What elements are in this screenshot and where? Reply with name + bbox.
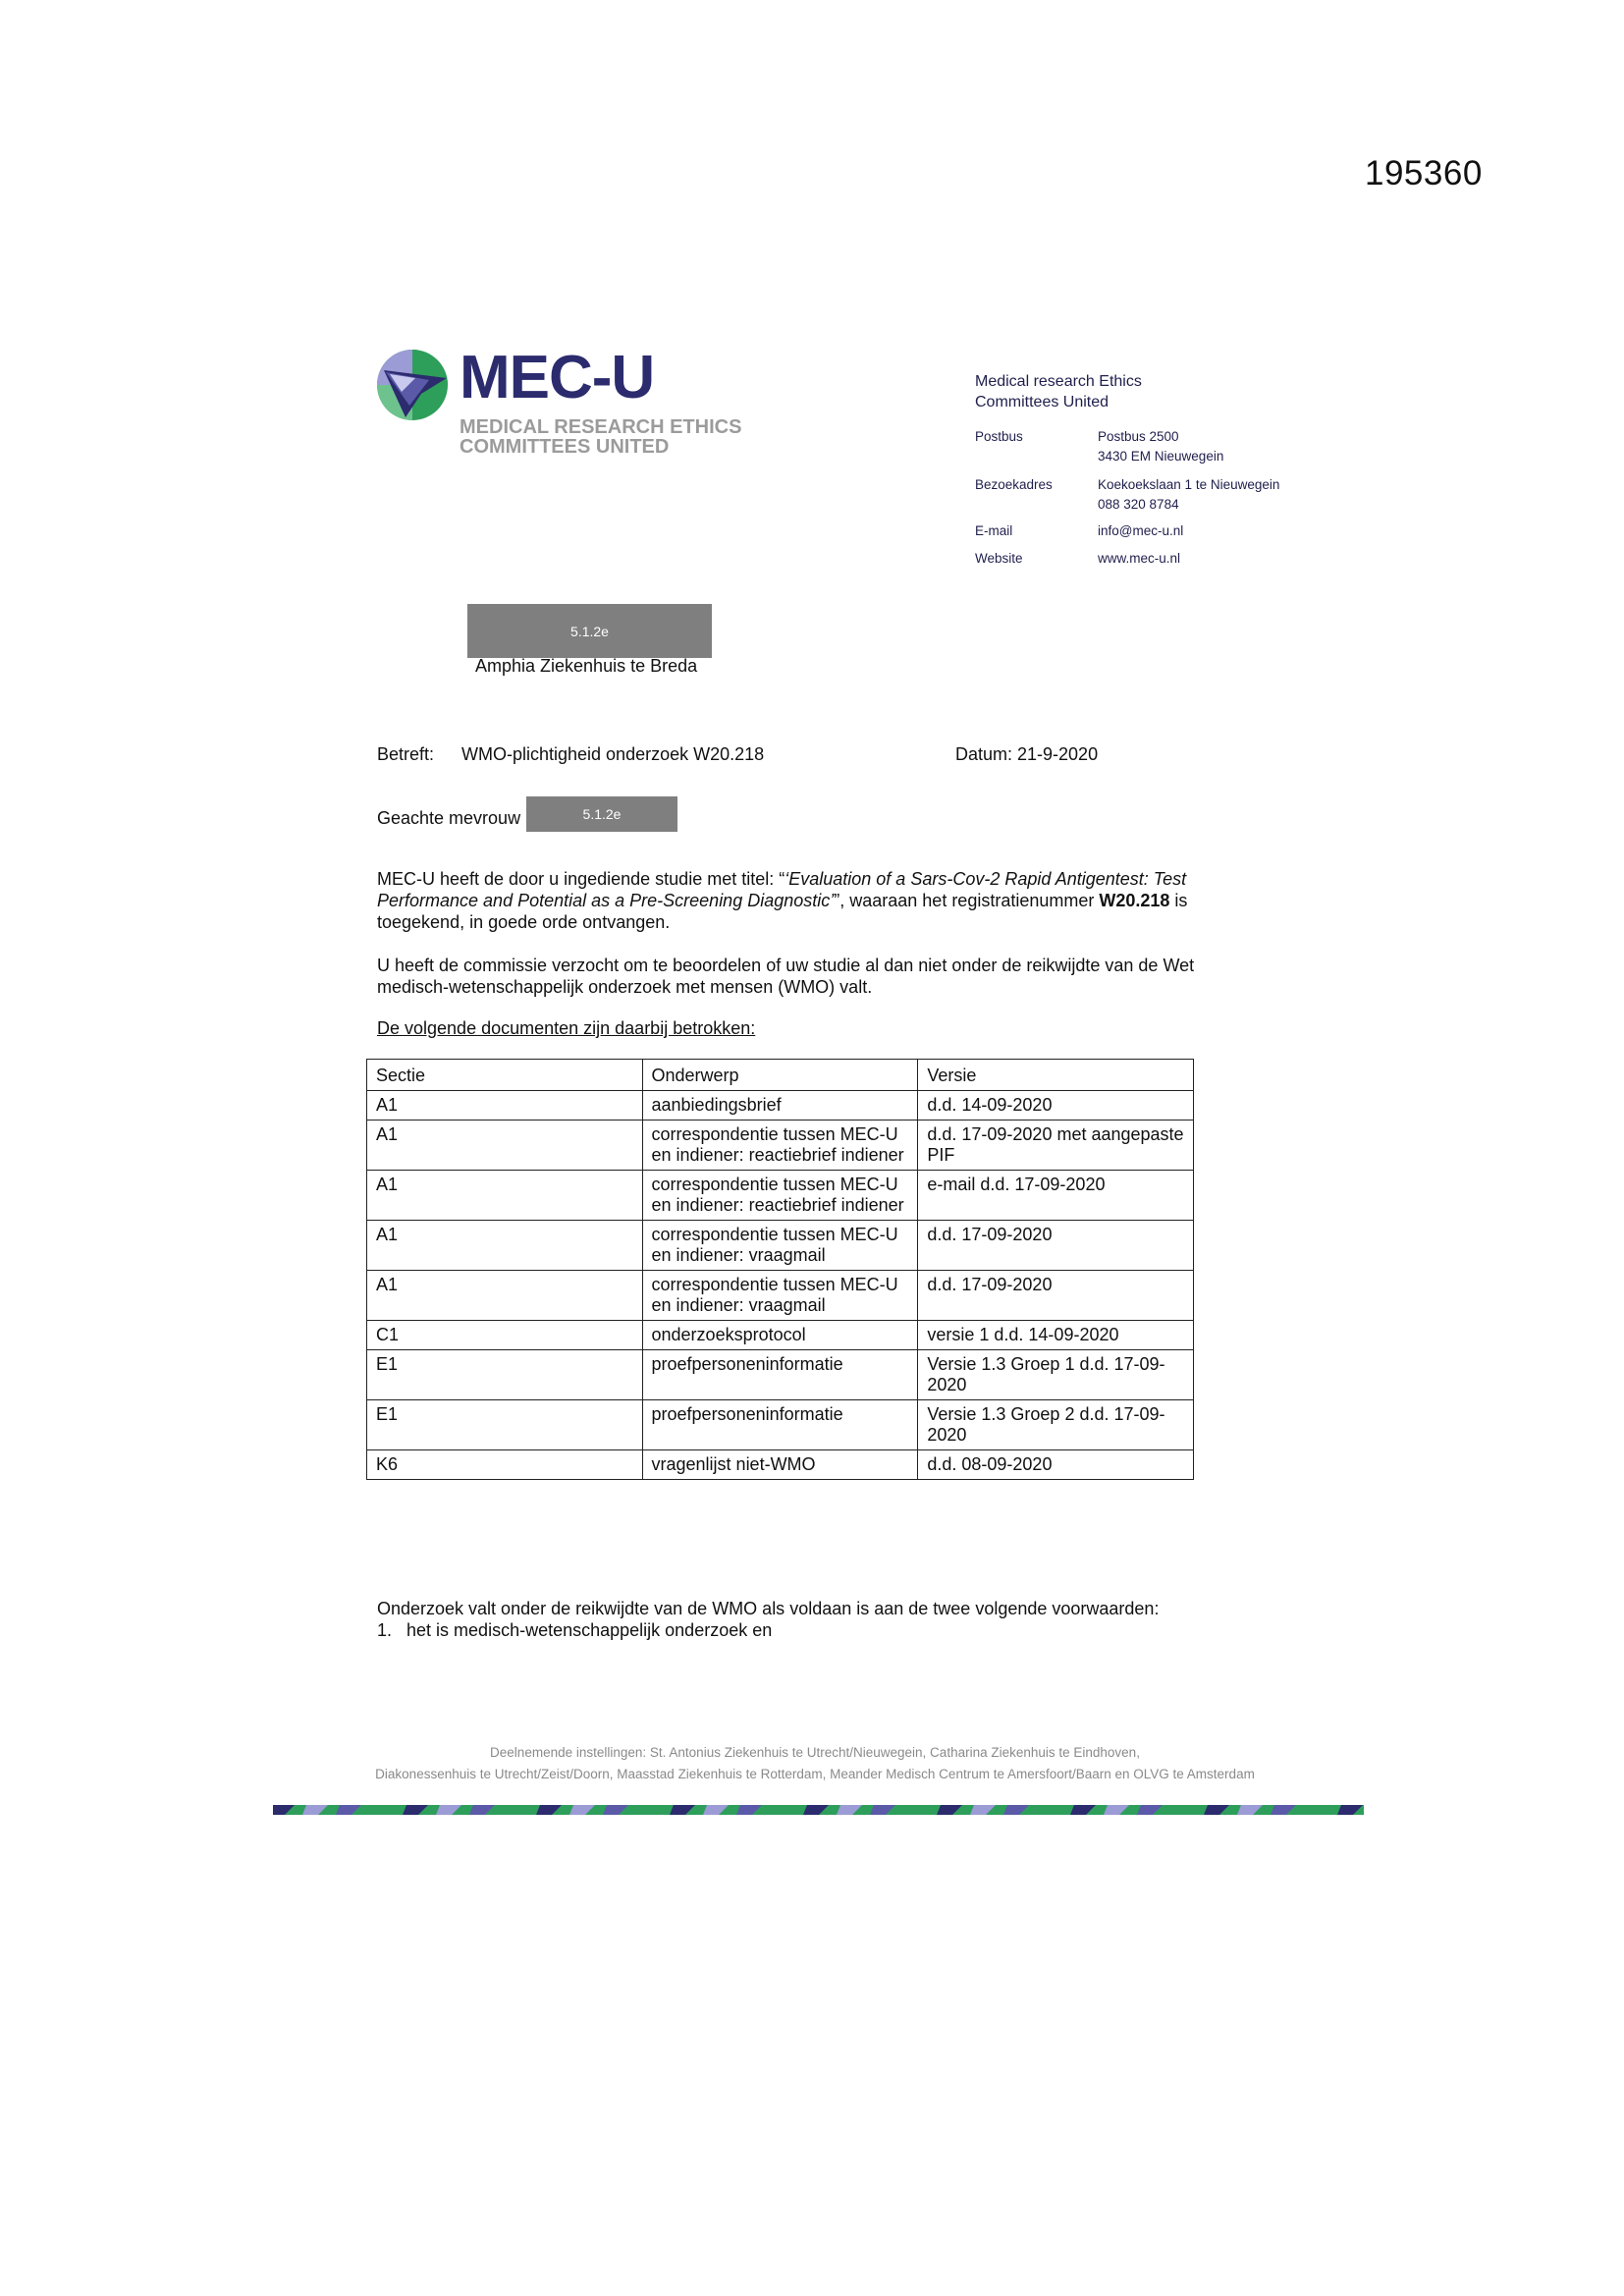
- subject-label: Betreft:: [377, 744, 435, 764]
- cell-onderwerp: vragenlijst niet-WMO: [642, 1450, 918, 1480]
- cell-onderwerp: correspondentie tussen MEC-U en indiener: reactiebrief indiener: [642, 1171, 918, 1221]
- documents-heading: De volgende documenten zijn daarbij betrokken:: [377, 1018, 756, 1038]
- cell-sectie: A1: [367, 1271, 643, 1321]
- greeting: Geachte mevrouw: [377, 808, 521, 828]
- postbus-line1: Postbus 2500: [1098, 429, 1179, 444]
- cell-onderwerp: correspondentie tussen MEC-U en indiener: reactiebrief indiener: [642, 1121, 918, 1171]
- cell-onderwerp: aanbiedingsbrief: [642, 1091, 918, 1121]
- cell-sectie: E1: [367, 1350, 643, 1400]
- header-onderwerp: Onderwerp: [642, 1060, 918, 1091]
- table-row: [367, 1350, 1194, 1400]
- table-row: [367, 1221, 1194, 1271]
- condition-number: 1.: [377, 1620, 393, 1640]
- cell-onderwerp: correspondentie tussen MEC-U en indiener: vraagmail: [642, 1271, 918, 1321]
- subject-text: WMO-plichtigheid onderzoek W20.218: [461, 744, 765, 764]
- wmo-conditions-paragraph: Onderzoek valt onder de reikwijdte van de WMO als voldaan is aan de twee volgende voorwaarden:: [377, 1599, 1160, 1618]
- website-address: www.mec-u.nl: [1098, 551, 1181, 566]
- registration-number: W20.218: [1099, 891, 1170, 910]
- footer-line1: Deelnemende instellingen: St. Antonius Ziekenhuis te Utrecht/Nieuwegein, Catharina Ziekenhuis te Eindhoven,: [490, 1745, 1140, 1760]
- table-row: [367, 1450, 1194, 1480]
- cell-versie: d.d. 14-09-2020: [918, 1091, 1194, 1121]
- cell-sectie: C1: [367, 1321, 643, 1350]
- cell-sectie: A1: [367, 1171, 643, 1221]
- footer-line2: Diakonessenhuis te Utrecht/Zeist/Doorn, Maasstad Ziekenhuis te Rotterdam, Meander Medisch Centrum te Amersfoort/Baarn en OLVG te Amsterdam: [375, 1767, 1255, 1781]
- sender-organization: [975, 371, 1142, 412]
- documents-table: [366, 1059, 1194, 1480]
- cell-versie: Versie 1.3 Groep 2 d.d. 17-09-2020: [918, 1400, 1194, 1450]
- email-label: E-mail: [975, 523, 1013, 538]
- phone-number: 088 320 8784: [1098, 497, 1179, 512]
- cell-sectie: A1: [367, 1121, 643, 1171]
- intro-after: is toegekend, in goede orde ontvangen.: [377, 891, 1188, 932]
- table-header-row: [367, 1060, 1194, 1091]
- bezoekadres-label: Bezoekadres: [975, 477, 1053, 492]
- study-title: ‘Evaluation of a Sars-Cov-2 Rapid Antigentest: Test Performance and Potential as a Pre-Screening Diagnostic’: [377, 869, 1187, 910]
- cell-versie: d.d. 17-09-2020: [918, 1221, 1194, 1271]
- table-row: [367, 1121, 1194, 1171]
- table-row: [367, 1171, 1194, 1221]
- logo-title: MEC-U: [460, 344, 655, 411]
- cell-onderwerp: onderzoeksprotocol: [642, 1321, 918, 1350]
- header-sectie: Sectie: [367, 1060, 643, 1091]
- cell-versie: d.d. 08-09-2020: [918, 1450, 1194, 1480]
- logo-subtitle-line2: COMMITTEES UNITED: [460, 436, 670, 458]
- cell-sectie: K6: [367, 1450, 643, 1480]
- cell-versie: versie 1 d.d. 14-09-2020: [918, 1321, 1194, 1350]
- recipient-redaction: 5.1.2e: [467, 604, 712, 658]
- letter-date: Datum: 21-9-2020: [955, 744, 1099, 764]
- condition-item-1: [377, 1619, 772, 1641]
- email-address: info@mec-u.nl: [1098, 523, 1184, 538]
- org-line1: Medical research Ethics: [975, 373, 1142, 390]
- org-line2: Committees United: [975, 394, 1110, 410]
- cell-versie: e-mail d.d. 17-09-2020: [918, 1171, 1194, 1221]
- logo-mark-icon: [376, 349, 449, 421]
- logo-subtitle-line1: MEDICAL RESEARCH ETHICS: [460, 416, 742, 438]
- bezoekadres-line1: Koekoekslaan 1 te Nieuwegein: [1098, 477, 1280, 492]
- cell-sectie: E1: [367, 1400, 643, 1450]
- request-paragraph: U heeft de commissie verzocht om te beoordelen of uw studie al dan niet onder de reikwijdte van de Wet medisch-wetenschappelijk onderzoek met mensen (WMO) valt.: [377, 956, 1195, 997]
- cell-onderwerp: correspondentie tussen MEC-U en indiener: vraagmail: [642, 1221, 918, 1271]
- table-row: [367, 1091, 1194, 1121]
- website-label: Website: [975, 551, 1023, 566]
- table-row: [367, 1400, 1194, 1450]
- cell-onderwerp: proefpersoneninformatie: [642, 1400, 918, 1450]
- mec-u-logo: [376, 344, 742, 466]
- footer-decorative-bar: [273, 1805, 1364, 1815]
- cell-sectie: A1: [367, 1091, 643, 1121]
- intro-paragraph: [377, 868, 1241, 933]
- cell-versie: Versie 1.3 Groep 1 d.d. 17-09-2020: [918, 1350, 1194, 1400]
- recipient-hospital: Amphia Ziekenhuis te Breda: [475, 656, 698, 676]
- header-versie: Versie: [918, 1060, 1194, 1091]
- condition-text: het is medisch-wetenschappelijk onderzoek en: [406, 1620, 773, 1640]
- cell-versie: d.d. 17-09-2020 met aangepaste PIF: [918, 1121, 1194, 1171]
- table-row: [367, 1271, 1194, 1321]
- table-row: [367, 1321, 1194, 1350]
- intro-before: MEC-U heeft de door u ingediende studie met titel: “: [377, 869, 785, 889]
- cell-versie: d.d. 17-09-2020: [918, 1271, 1194, 1321]
- intro-middle: ”, waaraan het registratienummer: [834, 891, 1100, 910]
- greeting-redaction: 5.1.2e: [526, 796, 677, 832]
- postbus-line2: 3430 EM Nieuwegein: [1098, 449, 1224, 464]
- cell-sectie: A1: [367, 1221, 643, 1271]
- postbus-label: Postbus: [975, 429, 1023, 444]
- document-number: 195360: [1365, 154, 1483, 192]
- cell-onderwerp: proefpersoneninformatie: [642, 1350, 918, 1400]
